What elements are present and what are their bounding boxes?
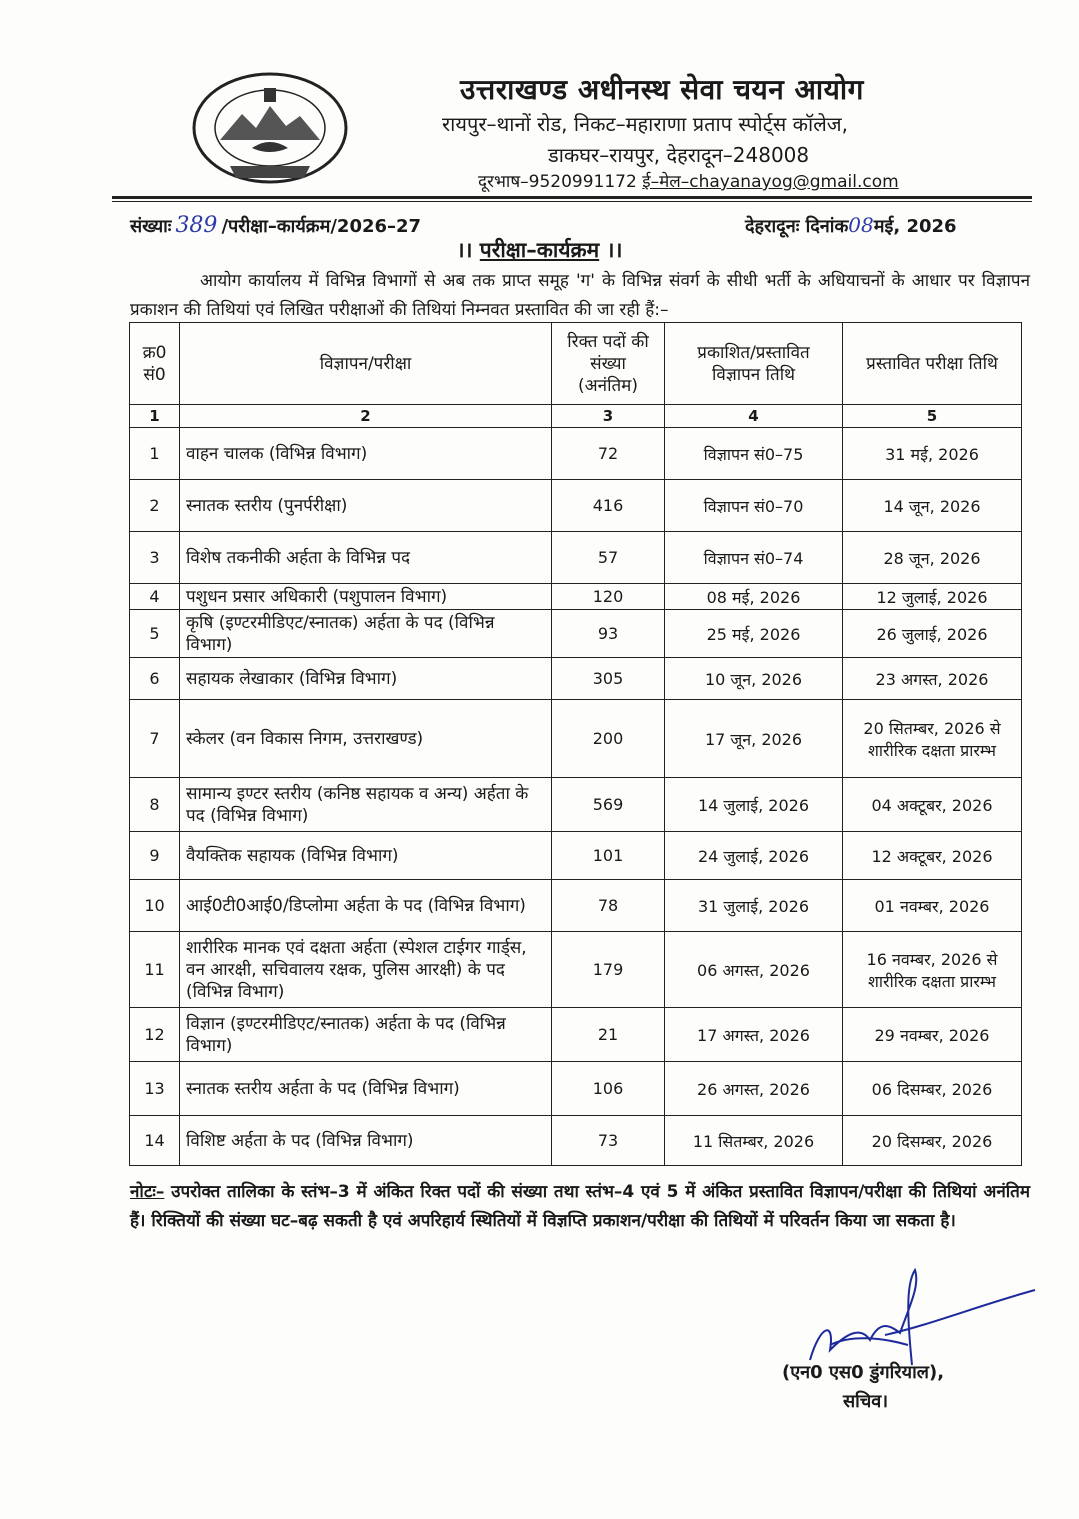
table-header-row (130, 323, 1022, 405)
row-exam-date: 20 दिसम्बर, 2026 (843, 1116, 1022, 1166)
row-posts: 305 (552, 658, 665, 700)
row-posts: 57 (552, 532, 665, 584)
exam-schedule-table (129, 322, 1022, 1166)
org-name: उत्तराखण्ड अधीनस्थ सेवा चयन आयोग (460, 73, 864, 106)
row-name: स्नातक स्तरीय अर्हता के पद (विभिन्न विभाग) (180, 1062, 552, 1116)
row-sno: 9 (130, 832, 180, 880)
row-sno: 12 (130, 1008, 180, 1062)
row-posts: 21 (552, 1008, 665, 1062)
table-row (130, 480, 1022, 532)
row-adv-date: 25 मई, 2026 (665, 610, 843, 658)
row-exam-date: 12 अक्टूबर, 2026 (843, 832, 1022, 880)
row-sno: 10 (130, 880, 180, 932)
row-posts: 120 (552, 584, 665, 610)
row-sno: 6 (130, 658, 180, 700)
row-adv-date: 11 सितम्बर, 2026 (665, 1116, 843, 1166)
row-adv-date: 10 जून, 2026 (665, 658, 843, 700)
table-row (130, 610, 1022, 658)
row-posts: 200 (552, 700, 665, 778)
column-number-row: 1 2 3 4 5 (130, 405, 1022, 428)
row-exam-date: 20 सितम्बर, 2026 से शारीरिक दक्षता प्रारम्भ (843, 700, 1022, 778)
table-row (130, 880, 1022, 932)
header-adv-date: प्रकाशित/प्रस्तावित विज्ञापन तिथि (665, 323, 843, 405)
row-sno: 8 (130, 778, 180, 832)
row-sno: 13 (130, 1062, 180, 1116)
row-sno: 11 (130, 932, 180, 1008)
row-name: स्नातक स्तरीय (पुनर्परीक्षा) (180, 480, 552, 532)
row-name: शारीरिक मानक एवं दक्षता अर्हता (स्पेशल टाईगर गार्ड्स, वन आरक्षी, सचिवालय रक्षक, पुलिस आरक्षी) के पद (विभिन्न विभाग) (180, 932, 552, 1008)
row-posts: 93 (552, 610, 665, 658)
row-name: विशिष्ट अर्हता के पद (विभिन्न विभाग) (180, 1116, 552, 1166)
row-sno: 4 (130, 584, 180, 610)
address-line-1: रायपुर–थानों रोड, निकट–महाराणा प्रताप स्पोर्ट्स कॉलेज, (442, 112, 848, 136)
row-exam-date: 28 जून, 2026 (843, 532, 1022, 584)
row-name: आई0टी0आई0/डिप्लोमा अर्हता के पद (विभिन्न विभाग) (180, 880, 552, 932)
table-row (130, 584, 1022, 610)
row-posts: 569 (552, 778, 665, 832)
table-row (130, 658, 1022, 700)
row-adv-date: विज्ञापन सं0–74 (665, 532, 843, 584)
row-sno: 1 (130, 428, 180, 480)
table-row (130, 1008, 1022, 1062)
row-name: सहायक लेखाकार (विभिन्न विभाग) (180, 658, 552, 700)
row-adv-date: 06 अगस्त, 2026 (665, 932, 843, 1008)
header-rule-thin (112, 201, 1032, 202)
row-posts: 73 (552, 1116, 665, 1166)
table-row (130, 1062, 1022, 1116)
table-row (130, 1116, 1022, 1166)
table-row (130, 832, 1022, 880)
row-exam-date: 14 जून, 2026 (843, 480, 1022, 532)
header-exam-date: प्रस्तावित परीक्षा तिथि (843, 323, 1022, 405)
row-posts: 416 (552, 480, 665, 532)
signatory-title: सचिव। (843, 1391, 889, 1412)
page-title: ।। परीक्षा–कार्यक्रम ।। (456, 238, 623, 262)
row-sno: 2 (130, 480, 180, 532)
row-adv-date: 08 मई, 2026 (665, 584, 843, 610)
signatory-name: (एन0 एस0 डुंगरियाल), (782, 1362, 945, 1383)
row-name: विज्ञान (इण्टरमीडिएट/स्नातक) अर्हता के पद (विभिन्न विभाग) (180, 1008, 552, 1062)
row-adv-date: 14 जुलाई, 2026 (665, 778, 843, 832)
header-posts: रिक्त पदों की संख्या (अनंतिम) (552, 323, 665, 405)
row-adv-date: 26 अगस्त, 2026 (665, 1062, 843, 1116)
letter-date: देहरादूनः दिनांक08मई, 2026 (745, 213, 957, 237)
row-exam-date: 31 मई, 2026 (843, 428, 1022, 480)
row-name: स्केलर (वन विकास निगम, उत्तराखण्ड) (180, 700, 552, 778)
row-exam-date: 26 जुलाई, 2026 (843, 610, 1022, 658)
header-rule (112, 196, 1032, 199)
row-sno: 5 (130, 610, 180, 658)
row-exam-date: 04 अक्टूबर, 2026 (843, 778, 1022, 832)
header-sno: क्र0 सं0 (130, 323, 180, 405)
commission-emblem (190, 70, 350, 188)
email: ई–मेल–chayanayog@gmail.com (642, 172, 899, 192)
handwritten-ref-number: 389 (175, 213, 218, 238)
row-exam-date: 23 अगस्त, 2026 (843, 658, 1022, 700)
row-name: वाहन चालक (विभिन्न विभाग) (180, 428, 552, 480)
table-row (130, 428, 1022, 480)
table-row (130, 932, 1022, 1008)
row-posts: 78 (552, 880, 665, 932)
row-posts: 179 (552, 932, 665, 1008)
row-name: कृषि (इण्टरमीडिएट/स्नातक) अर्हता के पद (विभिन्न विभाग) (180, 610, 552, 658)
row-exam-date: 01 नवम्बर, 2026 (843, 880, 1022, 932)
intro-paragraph: आयोग कार्यालय में विभिन्न विभागों से अब तक प्राप्त समूह 'ग' के विभिन्न संवर्ग के सीधी भर्ती के अधियाचनों के आधार पर विज्ञापन प्रकाशन की तिथियां एवं लिखित परीक्षाओं की तिथियां निम्नवत प्रस्तावित की जा रही हैं:– (130, 271, 1030, 320)
note-paragraph: नोटः– उपरोक्त तालिका के स्तंभ–3 में अंकित रिक्त पदों की संख्या तथा स्तंभ–4 एवं 5 में अंकित प्रस्तावित विज्ञापन/परीक्षा की तिथियां अनंतिम हैं। रिक्तियों की संख्या घट–बढ़ सकती है एवं अपरिहार्य स्थितियों में विज्ञप्ति प्रकाशन/परीक्षा की तिथियों में परिवर्तन किया जा सकता है। (130, 1182, 1031, 1231)
phone: दूरभाष–9520991172 (478, 172, 637, 192)
reference-number: संख्याः 389 /परीक्षा–कार्यक्रम/2026–27 (130, 213, 422, 238)
row-posts: 101 (552, 832, 665, 880)
row-name: विशेष तकनीकी अर्हता के विभिन्न पद (180, 532, 552, 584)
row-sno: 14 (130, 1116, 180, 1166)
row-exam-date: 12 जुलाई, 2026 (843, 584, 1022, 610)
row-exam-date: 16 नवम्बर, 2026 से शारीरिक दक्षता प्रारम्भ (843, 932, 1022, 1008)
handwritten-date-day: 08 (848, 213, 874, 237)
row-adv-date: विज्ञापन सं0–75 (665, 428, 843, 480)
row-sno: 7 (130, 700, 180, 778)
row-name: वैयक्तिक सहायक (विभिन्न विभाग) (180, 832, 552, 880)
table-row (130, 778, 1022, 832)
row-exam-date: 29 नवम्बर, 2026 (843, 1008, 1022, 1062)
row-exam-date: 06 दिसम्बर, 2026 (843, 1062, 1022, 1116)
row-posts: 106 (552, 1062, 665, 1116)
row-adv-date: विज्ञापन सं0–70 (665, 480, 843, 532)
row-posts: 72 (552, 428, 665, 480)
header-name: विज्ञापन/परीक्षा (180, 323, 552, 405)
contact-line (478, 169, 899, 192)
row-adv-date: 31 जुलाई, 2026 (665, 880, 843, 932)
table-row (130, 700, 1022, 778)
row-name: सामान्य इण्टर स्तरीय (कनिष्ठ सहायक व अन्य) अर्हता के पद (विभिन्न विभाग) (180, 778, 552, 832)
table-row (130, 532, 1022, 584)
row-adv-date: 17 जून, 2026 (665, 700, 843, 778)
address-line-2: डाकघर–रायपुर, देहरादून–248008 (548, 143, 810, 167)
row-name: पशुधन प्रसार अधिकारी (पशुपालन विभाग) (180, 584, 552, 610)
row-adv-date: 17 अगस्त, 2026 (665, 1008, 843, 1062)
row-adv-date: 24 जुलाई, 2026 (665, 832, 843, 880)
row-sno: 3 (130, 532, 180, 584)
